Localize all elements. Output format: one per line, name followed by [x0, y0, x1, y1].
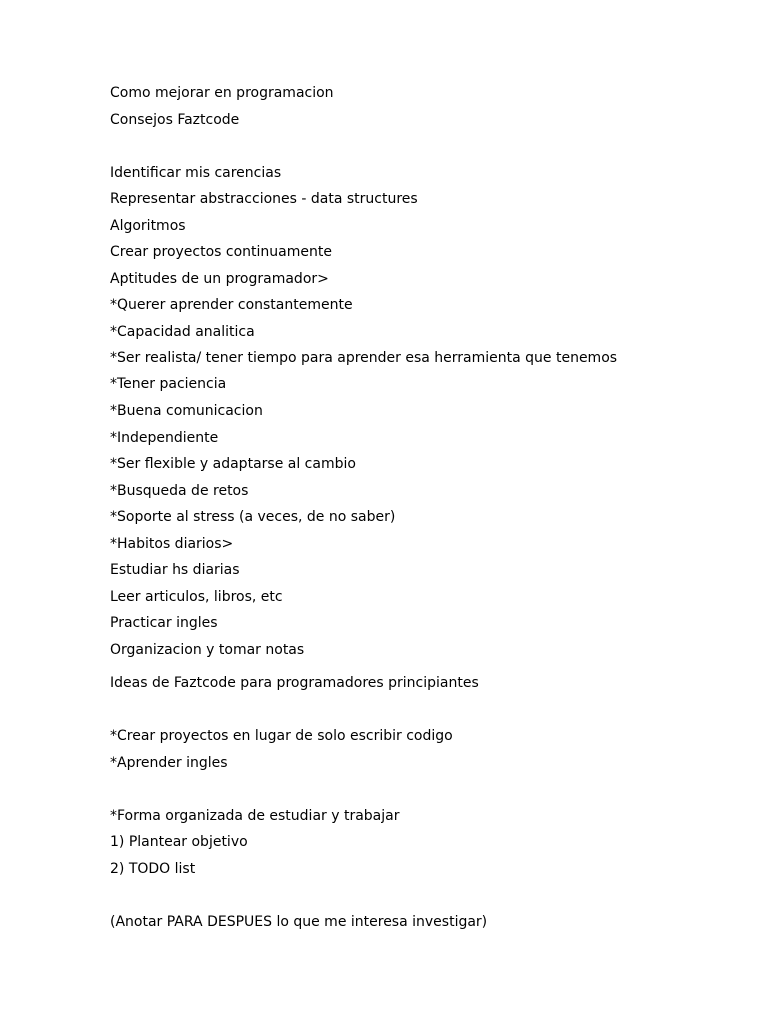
text-line: (Anotar PARA DESPUES lo que me interesa investigar) [110, 914, 488, 930]
list-item: *Capacidad analitica [110, 324, 255, 340]
list-item: *Forma organizada de estudiar y trabajar [110, 808, 400, 824]
list-item: Practicar ingles [110, 615, 218, 631]
list-item: *Tener paciencia [110, 376, 227, 392]
list-item: *Buena comunicacion [110, 403, 263, 419]
list-item: 1) Plantear objetivo [110, 834, 248, 850]
list-item: Organizacion y tomar notas [110, 642, 305, 658]
list-item: *Independiente [110, 430, 219, 446]
section-heading: Aptitudes de un programador> [110, 271, 329, 287]
text-line: Algoritmos [110, 218, 186, 234]
document-title: Como mejorar en programacion [110, 85, 334, 101]
list-item: *Ser flexible y adaptarse al cambio [110, 456, 356, 472]
list-item: Estudiar hs diarias [110, 562, 240, 578]
list-item: 2) TODO list [110, 861, 196, 877]
document-subtitle: Consejos Faztcode [110, 112, 240, 128]
list-item: *Crear proyectos en lugar de solo escribir codigo [110, 728, 453, 744]
text-line: Identificar mis carencias [110, 165, 282, 181]
list-item: *Busqueda de retos [110, 483, 249, 499]
section-heading: *Habitos diarios> [110, 536, 234, 552]
text-line: Representar abstracciones - data structures [110, 191, 418, 207]
list-item: Leer articulos, libros, etc [110, 589, 283, 605]
list-item: *Soporte al stress (a veces, de no saber) [110, 509, 396, 525]
list-item: *Ser realista/ tener tiempo para aprender esa herramienta que tenemos [110, 350, 618, 366]
list-item: *Querer aprender constantemente [110, 297, 353, 313]
section-heading: Ideas de Faztcode para programadores principiantes [110, 675, 479, 691]
text-line: Crear proyectos continuamente [110, 244, 332, 260]
list-item: *Aprender ingles [110, 755, 228, 771]
